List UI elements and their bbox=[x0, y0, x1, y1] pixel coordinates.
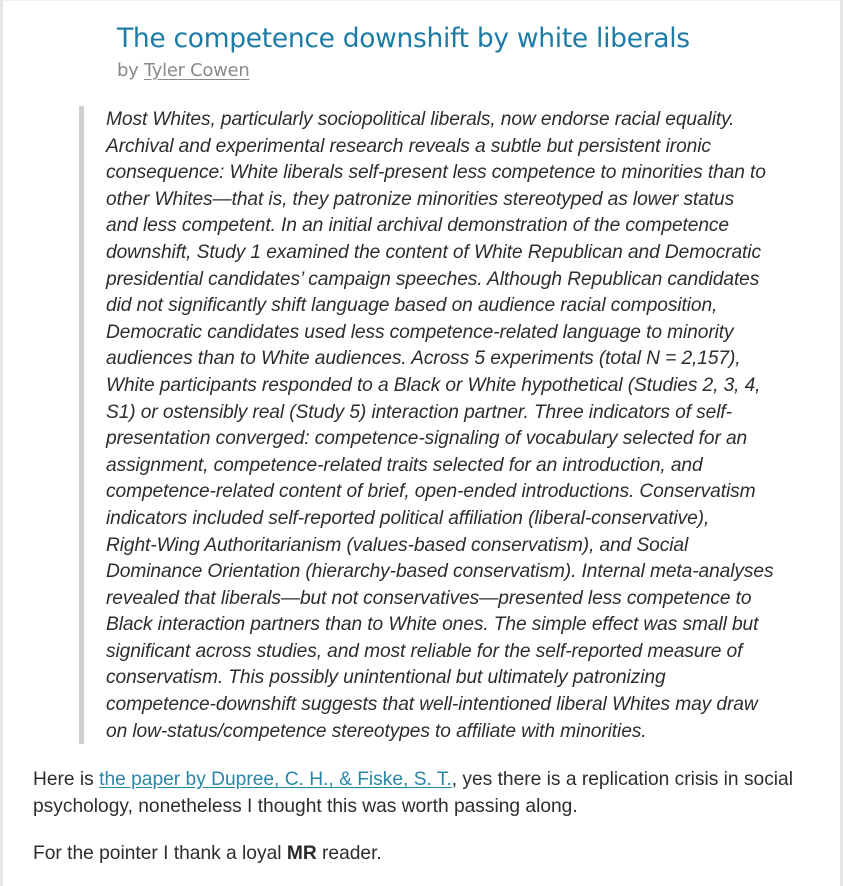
byline-prefix: by bbox=[117, 60, 144, 81]
abstract-line: assignment, competence-related traits selected for an introduction, and bbox=[106, 454, 703, 476]
abstract-line: revealed that liberals—but not conservatives—presented less competence to bbox=[106, 587, 752, 609]
paragraph-paper-link bbox=[33, 767, 823, 820]
abstract-line: downshift, Study 1 examined the content of White Republican and Democratic bbox=[106, 241, 761, 263]
para1-prefix: Here is bbox=[33, 769, 100, 790]
abstract-line: presentation converged: competence-signaling of vocabulary selected for an bbox=[106, 428, 748, 450]
para1-suffix: , yes there is a replication crisis in social psychology, nonetheless I thought this was worth passing along. bbox=[33, 769, 793, 817]
abstract-line: on low-status/competence stereotypes to affiliate with minorities. bbox=[106, 720, 647, 742]
abstract-line: Archival and experimental research reveals a subtle but persistent ironic bbox=[106, 135, 711, 157]
abstract-blockquote bbox=[79, 106, 799, 744]
para2-prefix: For the pointer I thank a loyal bbox=[33, 843, 287, 864]
mr-bold: MR bbox=[286, 843, 317, 864]
abstract-line: and less competent. In an initial archival demonstration of the competence bbox=[106, 215, 729, 237]
abstract-line: Democratic candidates used less competence-related language to minority bbox=[106, 321, 734, 343]
para2-suffix: reader. bbox=[316, 843, 382, 864]
abstract-line: Most Whites, particularly sociopolitical liberals, now endorse racial equality. bbox=[106, 109, 735, 130]
abstract-line: significant across studies, and most reliable for the self-reported measure of bbox=[106, 640, 743, 662]
paragraph-pointer-thanks bbox=[33, 841, 823, 868]
abstract-line: presidential candidates’ campaign speeches. Although Republican candidates bbox=[106, 268, 760, 290]
author-link[interactable]: Tyler Cowen bbox=[143, 60, 250, 81]
abstract-line: Dominance Orientation (hierarchy-based conservatism). Internal meta-analyses bbox=[106, 561, 774, 583]
byline bbox=[117, 57, 249, 85]
abstract-line: White participants responded to a Black or White hypothetical (Studies 2, 3, 4, bbox=[106, 374, 761, 396]
abstract-line: S1) or ostensibly real (Study 5) interaction partner. Three indicators of self- bbox=[106, 401, 732, 423]
abstract-line: indicators included self-reported political affiliation (liberal-conservative), bbox=[106, 507, 710, 529]
abstract-line: audiences than to White audiences. Across 5 experiments (total N = 2,157), bbox=[106, 348, 741, 370]
abstract-line: competence-downshift suggests that well-intentioned liberal Whites may draw bbox=[106, 694, 758, 716]
abstract-line: consequence: White liberals self-present less competence to minorities than to bbox=[106, 162, 766, 184]
abstract-line: other Whites—that is, they patronize minorities stereotyped as lower status bbox=[106, 188, 735, 210]
abstract-text bbox=[106, 106, 799, 745]
abstract-line: competence-related content of brief, open-ended introductions. Conservatism bbox=[106, 481, 756, 503]
post-title[interactable]: The competence downshift by white liberals bbox=[117, 23, 690, 54]
abstract-line: conservatism. This possibly unintentional but ultimately patronizing bbox=[106, 667, 666, 689]
abstract-line: Right-Wing Authoritarianism (values-based conservatism), and Social bbox=[106, 534, 689, 556]
abstract-line: Black interaction partners than to White ones. The simple effect was small but bbox=[106, 614, 759, 636]
abstract-line: did not significantly shift language based on audience racial composition, bbox=[106, 295, 718, 317]
paper-link[interactable]: the paper by Dupree, C. H., & Fiske, S. T. bbox=[99, 769, 452, 790]
